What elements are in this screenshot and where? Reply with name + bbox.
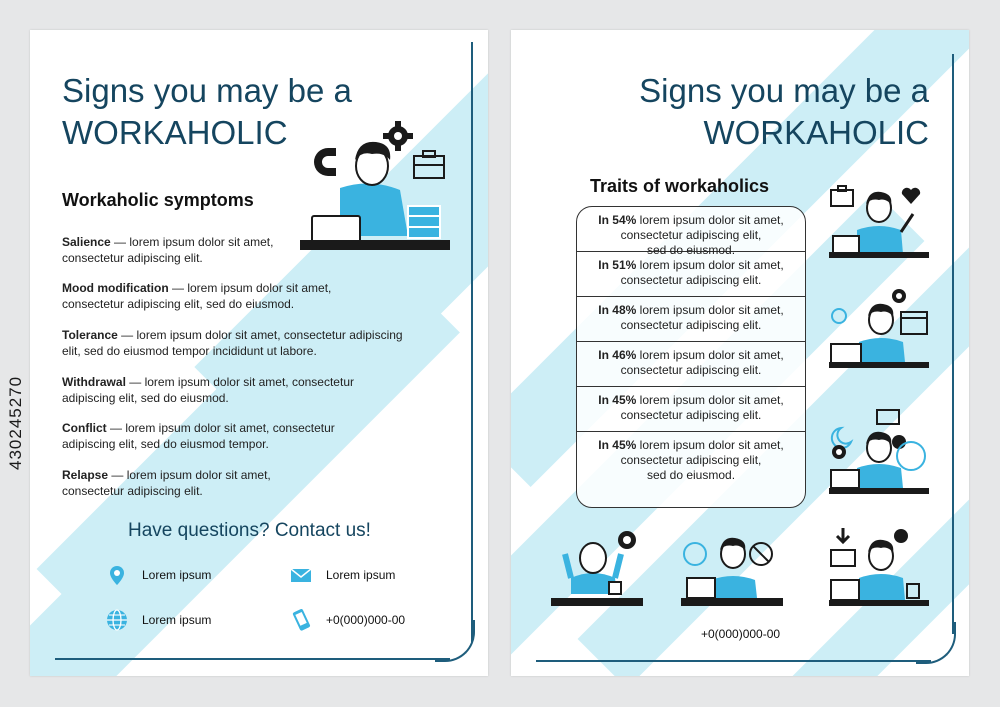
contact-phone[interactable]: +0(000)000-00: [701, 627, 781, 641]
coffee-cup-icon: [609, 582, 621, 594]
symptom-item: Tolerance — lorem ipsum dolor sit amet, consectetur adipiscing elit, sed do eiusmod tempor incididunt ut labore.: [62, 328, 403, 358]
gear-icon: [832, 445, 846, 459]
envelope-icon: [290, 564, 312, 586]
trait-row: In 54% lorem ipsum dolor sit amet, consectetur adipiscing elit, sed do eiusmod.: [577, 207, 805, 252]
calendar-overwork-illustration: [829, 286, 929, 368]
frame-corner: [916, 622, 956, 664]
gear-icon: [892, 289, 906, 303]
contact-phone[interactable]: +0(000)000-00: [290, 609, 405, 631]
title-line-1: Signs you may be a: [62, 72, 352, 109]
clock-icon: [684, 543, 706, 565]
trait-row: In 45% lorem ipsum dolor sit amet, consectetur adipiscing elit.: [577, 387, 805, 432]
trait-row: In 45% lorem ipsum dolor sit amet, consectetur adipiscing elit, sed do eiusmod.: [598, 438, 784, 482]
deadline-illustration: [829, 524, 929, 606]
notification-badge-icon: [894, 529, 908, 543]
clock-icon: [897, 442, 925, 470]
magnet-icon: [314, 148, 336, 176]
moon-icon: [832, 428, 851, 448]
arrow-down-icon: [837, 528, 849, 542]
left-flyer-page: [30, 30, 488, 676]
stressed-person-illustration: [551, 528, 643, 608]
frame-line: [536, 660, 931, 662]
person-shrug-illustration: [829, 178, 929, 258]
skull-icon: [892, 435, 906, 449]
briefcase-icon: [831, 550, 855, 566]
trait-row: In 51% lorem ipsum dolor sit amet, consectetur adipiscing elit.: [577, 252, 805, 297]
frame-line: [952, 54, 954, 634]
contact-location[interactable]: Lorem ipsum: [106, 564, 211, 586]
globe-icon: [106, 609, 128, 631]
trait-row: In 46% lorem ipsum dolor sit amet, consectetur adipiscing elit.: [577, 342, 805, 387]
briefcase-icon: [831, 186, 853, 206]
frame-line: [471, 42, 473, 642]
coffee-cup-icon: [907, 584, 919, 598]
symptom-item: Relapse — lorem ipsum dolor sit amet, consectetur adipiscing elit.: [62, 468, 271, 498]
briefcase-icon: [877, 410, 899, 424]
heart-icon: [902, 188, 920, 204]
mobile-phone-icon: [290, 609, 312, 631]
frame-corner: [435, 620, 475, 662]
calendar-icon: [901, 312, 927, 334]
location-pin-icon: [106, 564, 128, 586]
title-line-2: WORKAHOLIC: [703, 114, 929, 151]
section-heading: Traits of workaholics: [590, 176, 770, 196]
meal-skipping-illustration: [681, 528, 783, 608]
night-work-illustration: [829, 404, 929, 494]
section-heading: Workaholic symptoms: [62, 190, 254, 210]
contact-email[interactable]: Lorem ipsum: [290, 564, 395, 586]
symptom-item: Conflict — lorem ipsum dolor sit amet, consectetur adipiscing elit, sed do eiusmod tempor.: [62, 421, 335, 451]
symptom-item: Withdrawal — lorem ipsum dolor sit amet, consectetur adipiscing elit, sed do eiusmod.: [62, 375, 354, 405]
workaholic-laptop-illustration: [300, 118, 450, 250]
frame-line: [55, 658, 450, 660]
contact-heading: Have questions? Contact us!: [128, 520, 371, 541]
contact-website[interactable]: Lorem ipsum: [106, 609, 211, 631]
traits-table: [576, 206, 806, 508]
right-flyer-page: [511, 30, 969, 676]
briefcase-icon: [414, 151, 444, 178]
title-line-2: WORKAHOLIC: [62, 114, 288, 151]
gear-icon: [383, 121, 413, 151]
title-line-1: Signs you may be a: [639, 72, 929, 109]
gear-icon: [618, 531, 636, 549]
stock-watermark-id: 430245270: [6, 375, 25, 470]
sun-icon: [832, 309, 846, 323]
page-title: [611, 70, 929, 154]
symptom-item: Salience — lorem ipsum dolor sit amet, consectetur adipiscing elit.: [62, 235, 274, 265]
symptom-item: Mood modification — lorem ipsum dolor sit amet, consectetur adipiscing elit, sed do eiusmod.: [62, 281, 332, 311]
trait-row: In 48% lorem ipsum dolor sit amet, consectetur adipiscing elit.: [577, 297, 805, 342]
